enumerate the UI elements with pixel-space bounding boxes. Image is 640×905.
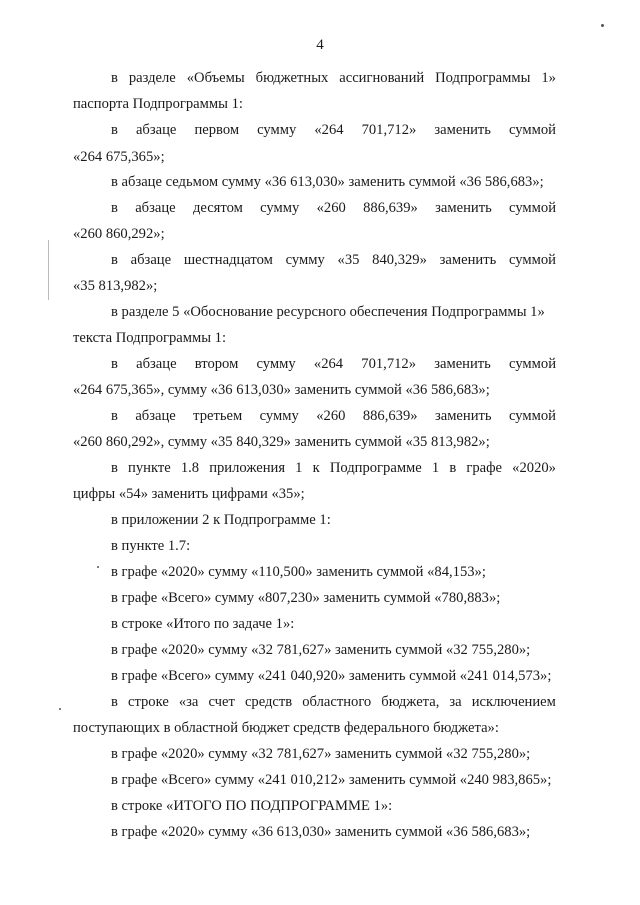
word: строке [127, 694, 169, 710]
word: к [312, 460, 320, 476]
word: 701,712» [361, 122, 417, 138]
word: суммой [509, 252, 556, 268]
text-line: текста Подпрограммы 1: [73, 330, 227, 346]
word: пункте [128, 460, 171, 476]
word: третьем [193, 408, 243, 424]
word: суммой [509, 200, 556, 216]
word: в [111, 356, 118, 372]
word: первом [194, 122, 240, 138]
word: в [111, 460, 118, 476]
text-line: в графе «Всего» сумму «241 010,212» заменить суммой «240 983,865»; [111, 772, 552, 788]
text-line: паспорта Подпрограммы 1: [73, 96, 243, 112]
word: в [111, 200, 118, 216]
word: заменить [434, 356, 491, 372]
text-line: «264 675,365», сумму «36 613,030» заменить суммой «36 586,683»; [73, 382, 490, 398]
word: в [111, 70, 118, 86]
text-line: в графе «2020» сумму «110,500» заменить суммой «84,153»; [111, 564, 486, 580]
word: 1» [541, 70, 556, 86]
word: бюджета, [381, 694, 440, 710]
word: разделе [128, 70, 176, 86]
word: заменить [439, 252, 497, 268]
scan-speck [601, 24, 604, 27]
word: «за [178, 694, 199, 710]
text-line: в графе «2020» сумму «32 781,627» заменить суммой «32 755,280»; [111, 746, 531, 762]
scan-edge-line [48, 240, 49, 300]
text-line: «260 860,292», сумму «35 840,329» заменить суммой «35 813,982»; [73, 434, 490, 450]
word: бюджетных [255, 70, 329, 86]
word: средств [244, 694, 293, 710]
text-line [111, 120, 556, 140]
text-line: в графе «Всего» сумму «807,230» заменить суммой «780,883»; [111, 590, 501, 606]
text-line [111, 68, 556, 88]
word: заменить [434, 408, 492, 424]
word: 1.8 [180, 460, 200, 476]
word: «260 [316, 200, 346, 216]
word: абзаце [135, 122, 177, 138]
text-line [111, 354, 556, 374]
word: «2020» [512, 460, 556, 476]
word: в [111, 694, 118, 710]
page-number: 4 [316, 37, 324, 53]
word: ассигнований [339, 70, 425, 86]
text-line [111, 198, 556, 218]
word: суммой [509, 122, 556, 138]
text-line: цифры «54» заменить цифрами «35»; [73, 486, 305, 502]
text-line: в разделе 5 «Обоснование ресурсного обеспечения Подпрограммы 1» [111, 304, 545, 320]
text-line [111, 458, 556, 478]
word: втором [194, 356, 239, 372]
word: абзаце [130, 252, 172, 268]
word: 1 [295, 460, 303, 476]
word: 1 [431, 460, 440, 476]
word: 886,639» [362, 408, 418, 424]
word: «35 [337, 252, 360, 268]
word: сумму [285, 252, 325, 268]
word: счет [208, 694, 235, 710]
word: суммой [508, 408, 556, 424]
word: «264 [314, 122, 344, 138]
text-line: в строке «ИТОГО ПО ПОДПРОГРАММЕ 1»: [111, 798, 393, 814]
text-line [111, 692, 556, 712]
text-line: в приложении 2 к Подпрограмме 1: [111, 512, 331, 528]
text-line [111, 406, 556, 426]
word: в [111, 408, 118, 424]
text-line [111, 250, 556, 270]
word: сумму [260, 200, 300, 216]
text-line: «35 813,982»; [73, 278, 158, 294]
word: 886,639» [363, 200, 418, 216]
word: сумму [259, 408, 299, 424]
word: абзаце [135, 408, 176, 424]
word: в [449, 460, 457, 476]
word: Подпрограммы [435, 70, 531, 86]
text-line: в графе «2020» сумму «36 613,030» заменить суммой «36 586,683»; [111, 824, 531, 840]
word: сумму [257, 122, 297, 138]
word: заменить [435, 200, 492, 216]
word: Подпрограмме [329, 460, 422, 476]
word: исключением [471, 694, 556, 710]
scan-speck [59, 708, 61, 710]
word: десятом [192, 200, 243, 216]
text-line: в графе «2020» сумму «32 781,627» заменить суммой «32 755,280»; [111, 642, 531, 658]
word: приложения [209, 460, 286, 476]
word: в [111, 122, 118, 138]
word: 701,712» [361, 356, 417, 372]
word: заменить [434, 122, 491, 138]
text-line: в строке «Итого по задаче 1»: [111, 616, 295, 632]
word: графе [466, 460, 503, 476]
word: «260 [316, 408, 346, 424]
text-line: в графе «Всего» сумму «241 040,920» заменить суммой «241 014,573»; [111, 668, 552, 684]
word: абзаце [136, 356, 177, 372]
word: 840,329» [372, 252, 427, 268]
word: «264 [313, 356, 344, 372]
word: за [449, 694, 462, 710]
word: суммой [509, 356, 556, 372]
word: в [111, 252, 118, 268]
text-line: в пункте 1.7: [111, 538, 191, 554]
text-line: поступающих в областной бюджет средств федерального бюджета»: [73, 720, 499, 736]
word: областного [302, 694, 372, 710]
word: сумму [256, 356, 296, 372]
text-line: «264 675,365»; [73, 149, 165, 165]
text-line: «260 860,292»; [73, 226, 165, 242]
word: «Объемы [186, 70, 245, 86]
text-line: в абзаце седьмом сумму «36 613,030» заменить суммой «36 586,683»; [111, 174, 544, 190]
word: абзаце [135, 200, 176, 216]
scan-speck [97, 566, 99, 568]
word: шестнадцатом [183, 252, 273, 268]
